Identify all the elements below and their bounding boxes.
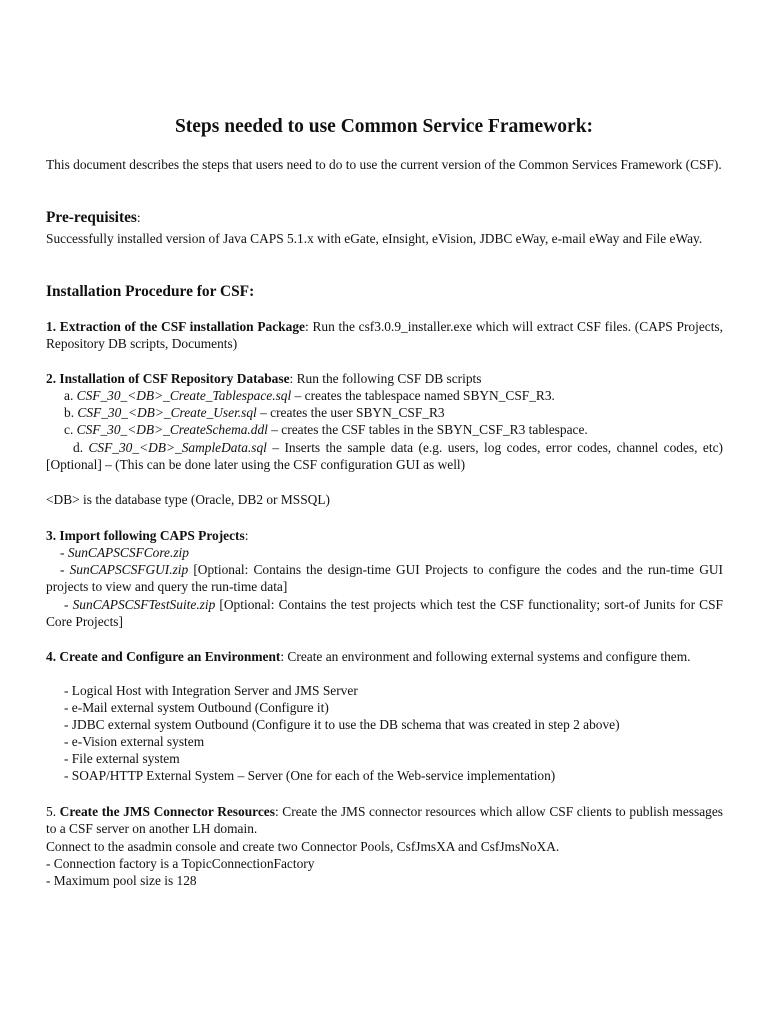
step-5-paragraph (46, 803, 723, 837)
step-3-item-gui (46, 561, 723, 595)
list-item-prefix: - (60, 562, 70, 577)
step-5-number: 5. (46, 804, 60, 819)
step-1-text: : Run the csf3.0.9_installer.exe which will extract CSF files. (CAPS Projects, Repository DB scripts, Documents) (46, 319, 723, 351)
list-item-prefix: - (60, 545, 68, 560)
installation-heading: Installation Procedure for CSF: (46, 283, 255, 300)
list-item-text: – creates the CSF tables in the SBYN_CSF_R3 tablespace. (267, 422, 588, 437)
environment-item: - File external system (64, 751, 180, 766)
step-2-item-d (46, 439, 723, 473)
step-2-paragraph (46, 370, 723, 387)
environment-item: - Logical Host with Integration Server and JMS Server (64, 683, 358, 698)
script-filename: CSF_30_<DB>_Create_Tablespace.sql (76, 388, 292, 403)
environment-item: - e-Mail external system Outbound (Configure it) (64, 700, 329, 715)
step-4-paragraph (46, 648, 723, 665)
project-filename: SunCAPSCSFCore.zip (67, 545, 189, 560)
list-item-prefix: c. (64, 422, 77, 437)
step-5-line: Connect to the asadmin console and create two Connector Pools, CsfJmsXA and CsfJmsNoXA. (46, 839, 560, 854)
environment-item: - JDBC external system Outbound (Configure it to use the DB schema that was created in step 2 above) (64, 717, 620, 732)
environment-item: - SOAP/HTTP External System – Server (One for each of the Web-service implementation) (64, 768, 556, 783)
list-item-prefix: b. (64, 405, 78, 420)
step-4-list (46, 682, 723, 784)
list-item-text: [Optional: Contains the test projects which test the CSF functionality; sort-of Junits for CSF Core Projects] (46, 597, 723, 629)
list-item-prefix: a. (64, 388, 77, 403)
list-item-text: – creates the user SBYN_CSF_R3 (256, 405, 445, 420)
list-item-text: – creates the tablespace named SBYN_CSF_R3. (291, 388, 555, 403)
step-3-item-core (46, 544, 723, 561)
step-3-colon: : (244, 528, 249, 543)
step-3-item-testsuite (46, 596, 723, 630)
environment-item: - e-Vision external system (64, 734, 205, 749)
step-2-text: : Run the following CSF DB scripts (289, 371, 482, 386)
db-type-note: <DB> is the database type (Oracle, DB2 or MSSQL) (46, 492, 330, 507)
list-item-prefix: - (64, 597, 73, 612)
step-3-paragraph (46, 527, 723, 544)
script-filename: CSF_30_<DB>_Create_User.sql (77, 405, 257, 420)
step-5-line: - Maximum pool size is 128 (46, 873, 197, 888)
step-5-text: : Create the JMS connector resources which allow CSF clients to publish messages to a CSF server on another LH domain. (46, 804, 723, 836)
step-2-item-c (46, 421, 723, 438)
prereq-heading-colon: : (136, 210, 141, 225)
prereq-heading-text: Pre-requisites (46, 209, 137, 226)
project-filename: SunCAPSCSFGUI.zip (69, 562, 189, 577)
step-1-title: 1. Extraction of the CSF installation Package (46, 319, 305, 334)
step-4-title: 4. Create and Configure an Environment (46, 649, 281, 664)
step-1-paragraph (46, 318, 723, 352)
step-2-item-b (46, 404, 723, 421)
step-3-title: 3. Import following CAPS Projects (46, 528, 245, 543)
list-item-prefix: d. (73, 440, 89, 455)
step-4-text: : Create an environment and following external systems and configure them. (280, 649, 691, 664)
prereq-heading (46, 208, 723, 228)
list-item-text: – Inserts the sample data (e.g. users, log codes, error codes, channel codes, etc) [Optional] – (This can be done later using the CSF configuration GUI as well) (46, 440, 723, 472)
prereq-paragraph: Successfully installed version of Java CAPS 5.1.x with eGate, eInsight, eVision, JDBC eWay, e-mail eWay and File eWay. (46, 231, 703, 246)
step-2-item-a (46, 387, 723, 404)
script-filename: CSF_30_<DB>_SampleData.sql (88, 440, 267, 455)
step-5-title: Create the JMS Connector Resources (59, 804, 275, 819)
step-5-details (46, 838, 723, 889)
step-2-title: 2. Installation of CSF Repository Database (46, 371, 290, 386)
page-title: Steps needed to use Common Service Framework: (174, 116, 594, 137)
list-item-text: [Optional: Contains the design-time GUI Projects to configure the codes and the run-time GUI projects to view and query the run-time data] (46, 562, 723, 594)
intro-paragraph: This document describes the steps that users need to do to use the current version of the Common Services Framework (CSF). (46, 157, 722, 172)
step-5-line: - Connection factory is a TopicConnectionFactory (46, 856, 315, 871)
script-filename: CSF_30_<DB>_CreateSchema.ddl (76, 422, 268, 437)
project-filename: SunCAPSCSFTestSuite.zip (72, 597, 216, 612)
